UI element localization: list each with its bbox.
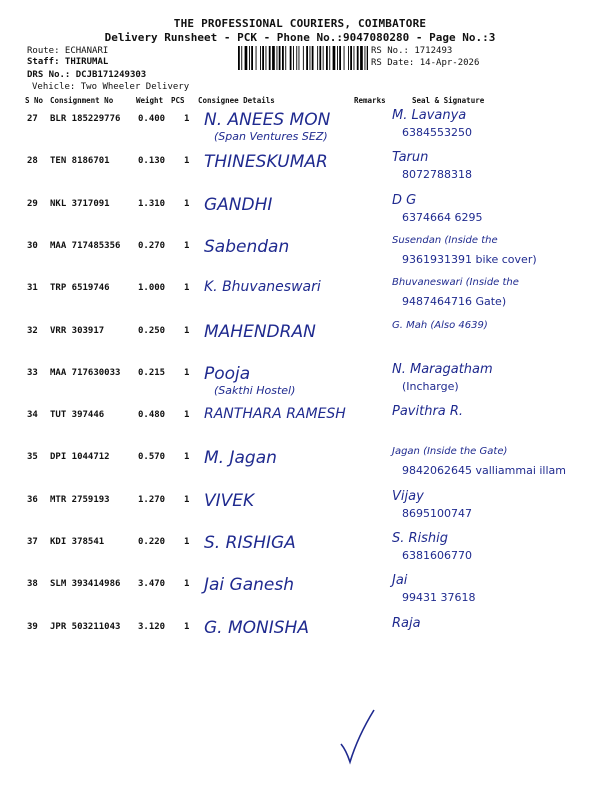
- barcode-image: [238, 46, 368, 70]
- row-sno: 33: [27, 367, 38, 378]
- table-row: [0, 316, 600, 360]
- col-seal-signature: Seal & Signature: [412, 96, 485, 105]
- signature-phone-handwriting: (Incharge): [402, 379, 459, 393]
- row-sno: 37: [27, 537, 38, 547]
- row-consignment-no: KDI 378541: [50, 537, 105, 547]
- signature-handwriting: Pavithra R.: [392, 404, 464, 420]
- row-pcs: 1: [184, 579, 190, 590]
- row-pcs: 1: [184, 156, 190, 167]
- row-weight: 0.250: [138, 325, 166, 336]
- row-pcs: 1: [184, 198, 190, 209]
- row-weight: 0.400: [138, 114, 166, 124]
- row-consignment-no: NKL 3717091: [50, 198, 110, 209]
- table-row: [0, 273, 600, 317]
- table-row: [0, 146, 600, 190]
- col-pcs: PCS: [171, 96, 185, 105]
- row-weight: 1.000: [138, 283, 166, 294]
- signature-handwriting: S. Rishig: [392, 531, 449, 546]
- checkmark-icon: [338, 706, 378, 766]
- table-row: [0, 569, 600, 613]
- row-sno: 34: [27, 410, 38, 421]
- signature-phone-handwriting: 8072788318: [402, 168, 472, 182]
- row-pcs: 1: [184, 410, 190, 421]
- col-consignee: Consignee Details: [198, 96, 275, 105]
- row-sno: 29: [27, 198, 38, 209]
- row-consignment-no: TRP 6519746: [50, 283, 110, 294]
- signature-handwriting: Raja: [392, 615, 421, 631]
- signature-handwriting: M. Lavanya: [392, 108, 467, 123]
- signature-phone-handwriting: 6374664 6295: [402, 210, 483, 224]
- consignee-handwriting: Pooja: [204, 363, 251, 384]
- row-sno: 28: [27, 156, 38, 167]
- signature-phone-handwriting: 8695100747: [402, 506, 472, 520]
- signature-handwriting: Vijay: [392, 488, 424, 504]
- row-sno: 36: [27, 494, 38, 505]
- row-consignment-no: SLM 393414986: [50, 579, 121, 590]
- signature-handwriting: N. Maragatham: [392, 361, 493, 377]
- row-consignment-no: TEN 8186701: [50, 156, 110, 167]
- table-row: [0, 231, 600, 275]
- vehicle-label: Vehicle: Two Wheeler Delivery: [32, 82, 190, 92]
- consignee-note-handwriting: (Sakthi Hostel): [214, 383, 296, 397]
- table-row: [0, 358, 600, 402]
- consignee-handwriting: RANTHARA RAMESH: [204, 406, 346, 423]
- company-title: THE PROFESSIONAL COURIERS, COIMBATORE: [173, 17, 427, 30]
- consignee-handwriting: Sabendan: [204, 236, 290, 257]
- route-label: Route: ECHANARI: [27, 46, 109, 56]
- row-pcs: 1: [184, 452, 190, 463]
- table-row: [0, 189, 600, 233]
- row-weight: 3.120: [138, 621, 166, 632]
- signature-handwriting: Bhuvaneswari (Inside the: [392, 277, 519, 289]
- col-consignment: Consignment No: [50, 96, 114, 105]
- consignee-handwriting: G. MONISHA: [204, 617, 309, 638]
- row-weight: 0.270: [138, 240, 166, 251]
- rs-number: RS No.: 1712493: [371, 46, 453, 56]
- signature-handwriting: Jai: [392, 573, 408, 589]
- staff-label: Staff: THIRUMAL: [27, 57, 109, 67]
- row-weight: 0.480: [138, 410, 166, 421]
- consignee-handwriting: Jai Ganesh: [204, 575, 295, 596]
- row-sno: 31: [27, 283, 38, 294]
- consignee-handwriting: THINESKUMAR: [204, 152, 328, 173]
- row-consignment-no: BLR 185229776: [50, 114, 121, 124]
- table-row: [0, 527, 600, 571]
- row-sno: 27: [27, 114, 38, 124]
- row-pcs: 1: [184, 621, 190, 632]
- signature-handwriting: D G: [392, 192, 417, 208]
- row-weight: 0.130: [138, 156, 166, 167]
- signature-phone-handwriting: 9361931391 bike cover): [402, 252, 537, 266]
- signature-handwriting: G. Mah (Also 4639): [392, 319, 488, 331]
- row-sno: 39: [27, 621, 38, 632]
- consignee-handwriting: GANDHI: [204, 194, 273, 215]
- row-consignment-no: JPR 503211043: [50, 621, 121, 632]
- row-pcs: 1: [184, 325, 190, 336]
- row-consignment-no: MAA 717630033: [50, 367, 121, 378]
- rs-date: RS Date: 14-Apr-2026: [371, 58, 480, 68]
- col-weight: Weight: [136, 96, 164, 105]
- drs-number: DRS No.: DCJB171249303: [27, 70, 147, 80]
- signature-handwriting: Susendan (Inside the: [392, 234, 498, 246]
- row-weight: 3.470: [138, 579, 166, 590]
- signature-handwriting: Jagan (Inside the Gate): [392, 446, 508, 458]
- row-pcs: 1: [184, 367, 190, 378]
- signature-phone-handwriting: 6381606770: [402, 549, 472, 562]
- row-pcs: 1: [184, 283, 190, 294]
- consignee-handwriting: N. ANEES MON: [204, 110, 331, 130]
- signature-handwriting: Tarun: [392, 150, 429, 166]
- row-weight: 1.310: [138, 198, 166, 209]
- signature-phone-handwriting: 99431 37618: [402, 591, 476, 605]
- row-sno: 35: [27, 452, 38, 463]
- row-sno: 38: [27, 579, 38, 590]
- consignee-handwriting: S. RISHIGA: [204, 533, 296, 553]
- row-consignment-no: VRR 303917: [50, 325, 105, 336]
- col-remarks: Remarks: [354, 96, 386, 105]
- row-pcs: 1: [184, 114, 190, 124]
- consignee-note-handwriting: (Span Ventures SEZ): [214, 130, 328, 143]
- signature-phone-handwriting: 6384553250: [402, 126, 472, 139]
- row-consignment-no: TUT 397446: [50, 410, 105, 421]
- row-pcs: 1: [184, 537, 190, 547]
- row-consignment-no: DPI 1044712: [50, 452, 110, 463]
- consignee-handwriting: M. Jagan: [204, 448, 277, 469]
- consignee-handwriting: K. Bhuvaneswari: [204, 279, 321, 296]
- row-pcs: 1: [184, 240, 190, 251]
- row-weight: 0.220: [138, 537, 166, 547]
- runsheet-subtitle: Delivery Runsheet - PCK - Phone No.:9047080280 - Page No.:3: [104, 31, 496, 44]
- table-row: [0, 442, 600, 486]
- table-row: [0, 104, 600, 148]
- table-row: [0, 612, 600, 656]
- consignee-handwriting: VIVEK: [204, 490, 255, 511]
- consignee-handwriting: MAHENDRAN: [204, 321, 316, 342]
- row-sno: 32: [27, 325, 38, 336]
- row-consignment-no: MAA 717485356: [50, 240, 121, 251]
- row-pcs: 1: [184, 494, 190, 505]
- signature-phone-handwriting: 9842062645 valliammai illam: [402, 464, 566, 478]
- row-weight: 0.570: [138, 452, 166, 463]
- row-weight: 0.215: [138, 367, 166, 378]
- col-sno: S No: [25, 96, 44, 105]
- row-sno: 30: [27, 240, 38, 251]
- table-row: [0, 485, 600, 529]
- signature-phone-handwriting: 9487464716 Gate): [402, 295, 507, 309]
- table-row: [0, 400, 600, 444]
- row-consignment-no: MTR 2759193: [50, 494, 110, 505]
- row-weight: 1.270: [138, 494, 166, 505]
